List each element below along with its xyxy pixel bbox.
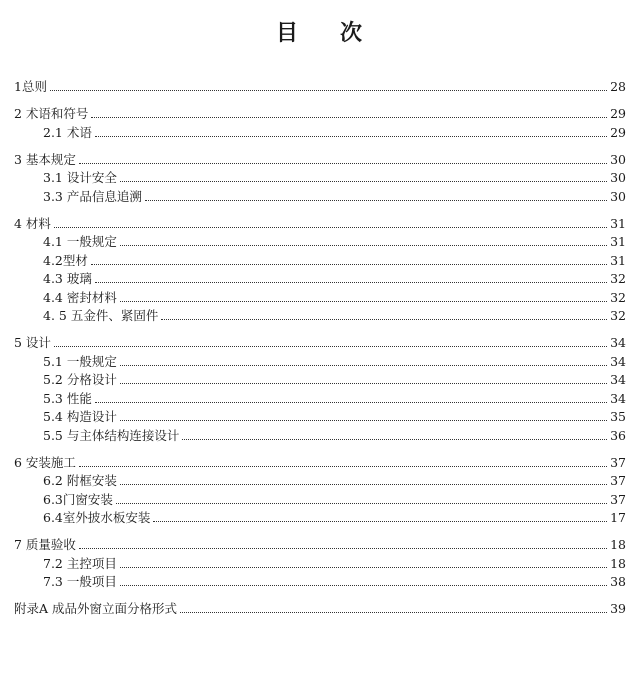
dot-leader <box>95 125 607 137</box>
dot-leader <box>145 189 607 201</box>
dot-leader <box>120 372 607 384</box>
toc-entry-label: 2.1 术语 <box>43 124 92 140</box>
toc-entry-label: 7 质量验收 <box>14 537 76 552</box>
toc-chapter-entry[interactable] <box>14 215 626 234</box>
dot-leader <box>180 601 607 613</box>
toc-entry-page-number: 32 <box>610 308 626 323</box>
toc-entry-page-number: 32 <box>610 271 626 286</box>
dot-leader <box>79 455 607 467</box>
toc-section-entry[interactable] <box>14 371 626 390</box>
toc-entry-label: 3 基本规定 <box>14 151 76 167</box>
toc-entry-page-number: 36 <box>610 427 626 443</box>
toc-section-entry[interactable] <box>14 307 626 326</box>
toc-section-entry[interactable] <box>14 509 626 528</box>
dot-leader <box>182 428 607 440</box>
toc-section-entry[interactable] <box>14 188 626 207</box>
toc-entry-label: 5.2 分格设计 <box>43 372 117 387</box>
toc-entry-label: 7.3 一般项目 <box>43 574 117 589</box>
toc-section-entry[interactable] <box>14 408 626 427</box>
dot-leader <box>54 335 607 347</box>
toc-entry-label: 5.4 构造设计 <box>43 409 117 424</box>
toc-chapter-entry[interactable] <box>14 334 626 353</box>
dot-leader <box>120 556 607 568</box>
toc-entry-page-number: 31 <box>610 252 626 268</box>
toc-chapter-entry[interactable] <box>14 536 626 555</box>
toc-entry-page-number: 31 <box>610 215 626 231</box>
toc-entry-label: 4. 5 五金件、紧固件 <box>43 308 159 323</box>
dot-leader <box>79 537 607 549</box>
toc-entry-page-number: 29 <box>610 106 626 121</box>
toc-entry-label: 6 安装施工 <box>14 454 76 470</box>
toc-section-entry[interactable] <box>14 427 626 446</box>
toc-entry-page-number: 17 <box>610 510 626 525</box>
dot-leader <box>120 234 607 246</box>
toc-entry-label: 4.2型材 <box>43 252 88 268</box>
toc-section-entry[interactable] <box>14 289 626 308</box>
toc-entry-label: 7.2 主控项目 <box>43 555 117 571</box>
toc-entry-label: 4.3 玻璃 <box>43 271 92 286</box>
toc-section-entry[interactable] <box>14 390 626 409</box>
toc-entry-label: 附录A 成品外窗立面分格形式 <box>14 601 178 616</box>
toc-entry-page-number: 34 <box>610 372 626 387</box>
dot-leader <box>120 170 607 182</box>
toc-entry-page-number: 31 <box>610 234 626 249</box>
dot-leader <box>116 492 607 504</box>
dot-leader <box>95 391 607 403</box>
toc-section-entry[interactable] <box>14 124 626 143</box>
toc-entry-page-number: 34 <box>610 353 626 369</box>
toc-entry-label: 5.3 性能 <box>43 390 92 406</box>
toc-entry-page-number: 18 <box>610 537 626 552</box>
toc-section-entry[interactable] <box>14 270 626 289</box>
toc-entry-label: 1总则 <box>14 79 47 94</box>
dot-leader <box>120 409 607 421</box>
dot-leader <box>79 152 607 164</box>
toc-entry-page-number: 18 <box>610 555 626 571</box>
toc-entry-page-number: 38 <box>610 574 626 589</box>
toc-chapter-entry[interactable] <box>14 151 626 170</box>
toc-entry-page-number: 34 <box>610 390 626 406</box>
toc-entry-page-number: 32 <box>610 289 626 305</box>
toc-entry-label: 6.3门窗安装 <box>43 491 113 507</box>
dot-leader <box>120 574 607 586</box>
title-char-2: 次 <box>340 20 365 46</box>
toc-entry-label: 5 设计 <box>14 335 51 350</box>
toc-chapter-entry[interactable] <box>14 600 626 619</box>
toc-entry-page-number: 30 <box>610 188 626 204</box>
toc-entry-label: 5.5 与主体结构连接设计 <box>43 427 180 443</box>
toc-entry-label: 3.1 设计安全 <box>43 170 117 185</box>
dot-leader <box>120 354 607 366</box>
toc-entry-label: 2 术语和符号 <box>14 106 89 121</box>
toc-chapter-entry[interactable] <box>14 454 626 473</box>
toc-entry-page-number: 39 <box>610 601 626 616</box>
toc-entry-label: 4.1 一般规定 <box>43 234 117 249</box>
toc-entry-page-number: 37 <box>610 473 626 488</box>
toc-chapter-entry[interactable] <box>14 78 626 97</box>
dot-leader <box>120 290 607 302</box>
dot-leader <box>95 271 607 283</box>
toc-entry-label: 4.4 密封材料 <box>43 289 117 305</box>
dot-leader <box>54 216 607 228</box>
dot-leader <box>91 253 607 265</box>
toc-section-entry[interactable] <box>14 573 626 592</box>
toc-entry-page-number: 30 <box>610 151 626 167</box>
toc-entry-page-number: 29 <box>610 124 626 140</box>
dot-leader <box>50 79 607 91</box>
toc-entry-page-number: 28 <box>610 79 626 94</box>
dot-leader <box>153 510 607 522</box>
toc-section-entry[interactable] <box>14 472 626 491</box>
page-title <box>0 16 640 47</box>
toc-section-entry[interactable] <box>14 353 626 372</box>
toc-entry-label: 4 材料 <box>14 215 51 231</box>
toc-entry-label: 6.2 附框安装 <box>43 473 117 488</box>
toc-entry-page-number: 37 <box>610 454 626 470</box>
table-of-contents <box>14 78 626 619</box>
toc-entry-page-number: 30 <box>610 170 626 185</box>
toc-entry-page-number: 34 <box>610 335 626 350</box>
toc-chapter-entry[interactable] <box>14 105 626 124</box>
toc-entry-page-number: 37 <box>610 491 626 507</box>
dot-leader <box>161 308 607 320</box>
dot-leader <box>91 106 607 118</box>
toc-entry-page-number: 35 <box>610 409 626 424</box>
toc-entry-label: 3.3 产品信息追溯 <box>43 188 142 204</box>
toc-entry-label: 6.4室外披水板安装 <box>43 510 151 525</box>
dot-leader <box>120 473 607 485</box>
toc-section-entry[interactable] <box>14 233 626 252</box>
toc-entry-label: 5.1 一般规定 <box>43 353 117 369</box>
toc-section-entry[interactable] <box>14 555 626 574</box>
toc-section-entry[interactable] <box>14 252 626 271</box>
title-char-1: 目 <box>275 20 300 46</box>
toc-section-entry[interactable] <box>14 169 626 188</box>
toc-section-entry[interactable] <box>14 491 626 510</box>
